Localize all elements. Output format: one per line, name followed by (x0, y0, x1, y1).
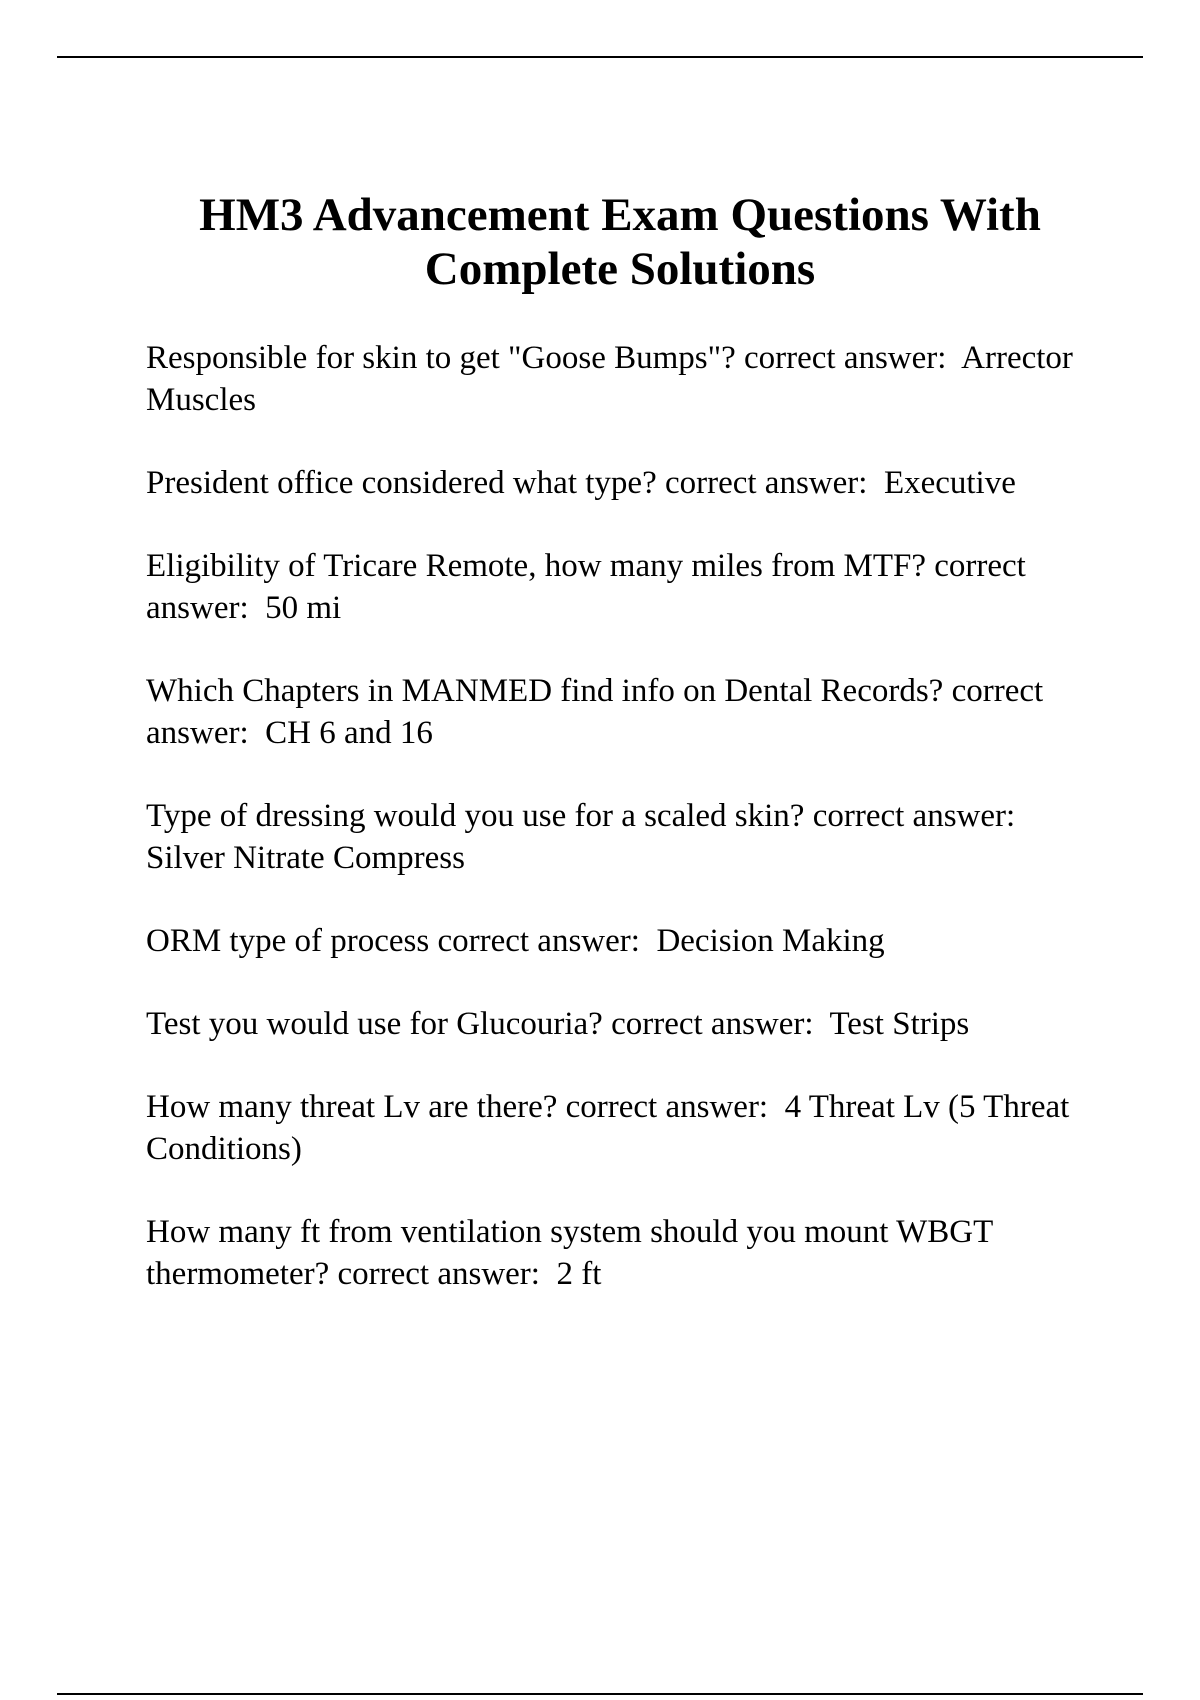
qa-item (146, 795, 1096, 879)
answer-label: correct answer: (812, 798, 1016, 834)
qa-item (146, 1086, 1096, 1170)
answer-label: correct answer: (337, 1256, 540, 1292)
question-text: How many threat Lv are there? (146, 1089, 558, 1125)
question-text: Responsible for skin to get "Goose Bumps"? (146, 340, 736, 376)
qa-item (146, 670, 1096, 754)
question-text: President office considered what type? (146, 465, 657, 501)
question-text: Test you would use for Glucouria? (146, 1006, 603, 1042)
title-line-2: Complete Solutions (424, 243, 816, 295)
answer-label: correct answer: (437, 923, 640, 959)
answer-label: correct answer: (146, 548, 1026, 626)
answer-text: Test Strips (829, 1006, 970, 1042)
qa-item (146, 1211, 1096, 1295)
title-line-1: HM3 Advancement Exam Questions With (199, 189, 1041, 241)
answer-label: correct answer: (146, 673, 1044, 751)
answer-label: correct answer: (611, 1006, 814, 1042)
question-text: ORM type of process (146, 923, 430, 959)
qa-item (146, 337, 1096, 421)
qa-item (146, 462, 1096, 504)
document-title (120, 188, 1120, 296)
answer-text: 4 Threat Lv (5 Threat Conditions) (146, 1089, 1070, 1167)
qa-item (146, 545, 1096, 629)
qa-item (146, 920, 1096, 962)
footer-rule (57, 1693, 1143, 1695)
question-text: Eligibility of Tricare Remote, how many miles from MTF? (146, 548, 926, 584)
question-text: How many ft from ventilation system should you mount WBGT thermometer? (146, 1214, 993, 1292)
answer-text: Executive (883, 465, 1016, 501)
answer-text: Arrector Muscles (146, 340, 1073, 418)
answer-text: CH 6 and 16 (265, 715, 433, 751)
qa-item (146, 1003, 1096, 1045)
answer-text: Silver Nitrate Compress (146, 840, 465, 876)
answer-label: correct answer: (743, 340, 947, 376)
answer-text: 50 mi (265, 590, 342, 626)
header-rule (57, 56, 1143, 58)
answer-text: Decision Making (656, 923, 885, 959)
question-text: Which Chapters in MANMED find info on Dental Records? (146, 673, 944, 709)
answer-label: correct answer: (565, 1089, 769, 1125)
answer-text: 2 ft (556, 1256, 602, 1292)
question-text: Type of dressing would you use for a scaled skin? (146, 798, 805, 834)
answer-label: correct answer: (664, 465, 868, 501)
qa-list (146, 337, 1096, 1336)
